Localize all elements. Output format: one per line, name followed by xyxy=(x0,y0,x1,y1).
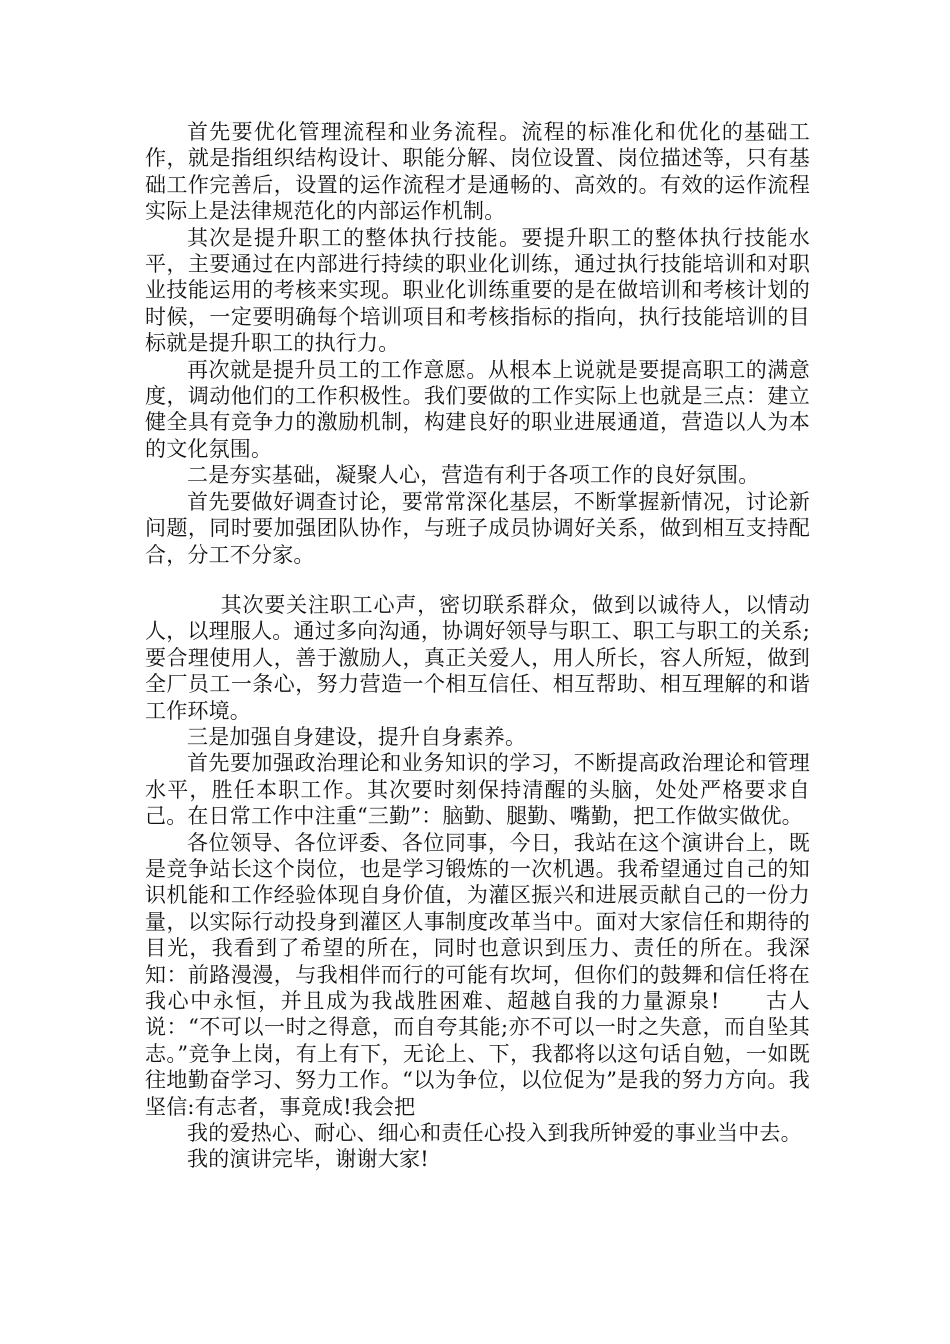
paragraph: 再次就是提升员工的工作意愿。从根本上说就是要提高职工的满意度，调动他们的工作积极性。我们要做的工作实际上也就是三点：建立健全具有竞争力的激励机制，构建良好的职业进展通道，营造以人为本的文化氛围。 xyxy=(145,357,810,461)
paragraph: 二是夯实基础，凝聚人心，营造有利于各项工作的良好氛围。 xyxy=(187,463,760,488)
paragraph-gap xyxy=(145,568,810,592)
paragraph: 首先要加强政治理论和业务知识的学习，不断提高政治理论和管理水平，胜任本职工作。其次要时刻保持清醒的头脑，处处严格要求自己。在日常工作中注重“三勤”：脑勤、腿勤、嘴勤，把工作做实做优。 xyxy=(145,751,810,829)
paragraph: 其次要关注职工心声，密切联系群众，做到以诚待人，以情动人，以理服人。通过多向沟通，协调好领导与职工、职工与职工的关系;要合理使用人，善于激励人，真正关爱人，用人所长，容人所短，做到全厂员工一条心，努力营造一个相互信任、相互帮助、相互理解的和谐工作环境。 xyxy=(145,592,810,723)
paragraph: 首先要做好调查讨论，要常常深化基层，不断掌握新情况，讨论新问题，同时要加强团队协作，与班子成员协调好关系，做到相互支持配合，分工不分家。 xyxy=(145,489,810,567)
paragraph: 我的演讲完毕，谢谢大家! xyxy=(187,1147,429,1172)
paragraph: 各位领导、各位评委、各位同事，今日，我站在这个演讲台上，既是竞争站长这个岗位，也是学习锻炼的一次机遇。我希望通过自己的知识机能和工作经验体现自身价值，为灌区振兴和进展贡献自己的一份力量，以实际行动投身到灌区人事制度改革当中。面对大家信任和期待的目光，我看到了希望的所在，同时也意识到压力、责任的所在。我深知：前路漫漫，与我相伴而行的可能有坎坷，但你们的鼓舞和信任将在我心中永恒，并且成为我战胜困难、超越自我的力量源泉! 古人说：“不可以一时之得意，而自夸其能;亦不可以一时之失意，而自坠其志。”竞争上岗，有上有下，无论上、下，我都将以这句话自勉，一如既往地勤奋学习、努力工作。“以为争位，以位促为”是我的努力方向。我坚信:有志者，事竟成!我会把 xyxy=(145,830,810,1119)
paragraph: 我的爱热心、耐心、细心和责任心投入到我所钟爱的事业当中去。 xyxy=(187,1121,802,1146)
paragraph: 其次是提升职工的整体执行技能。要提升职工的整体执行技能水平，主要通过在内部进行持续的职业化训练，通过执行技能培训和对职业技能运用的考核来实现。职业化训练重要的是在做培训和考核计划的时候，一定要明确每个培训项目和考核指标的指向，执行技能培训的目标就是提升职工的执行力。 xyxy=(145,225,810,356)
document-body xyxy=(145,119,810,1173)
paragraph: 首先要优化管理流程和业务流程。流程的标准化和优化的基础工作，就是指组织结构设计、职能分解、岗位设置、岗位描述等，只有基础工作完善后，设置的运作流程才是通畅的、高效的。有效的运作流程实际上是法律规范化的内部运作机制。 xyxy=(145,120,810,224)
paragraph: 三是加强自身建设，提升自身素养。 xyxy=(187,724,527,749)
